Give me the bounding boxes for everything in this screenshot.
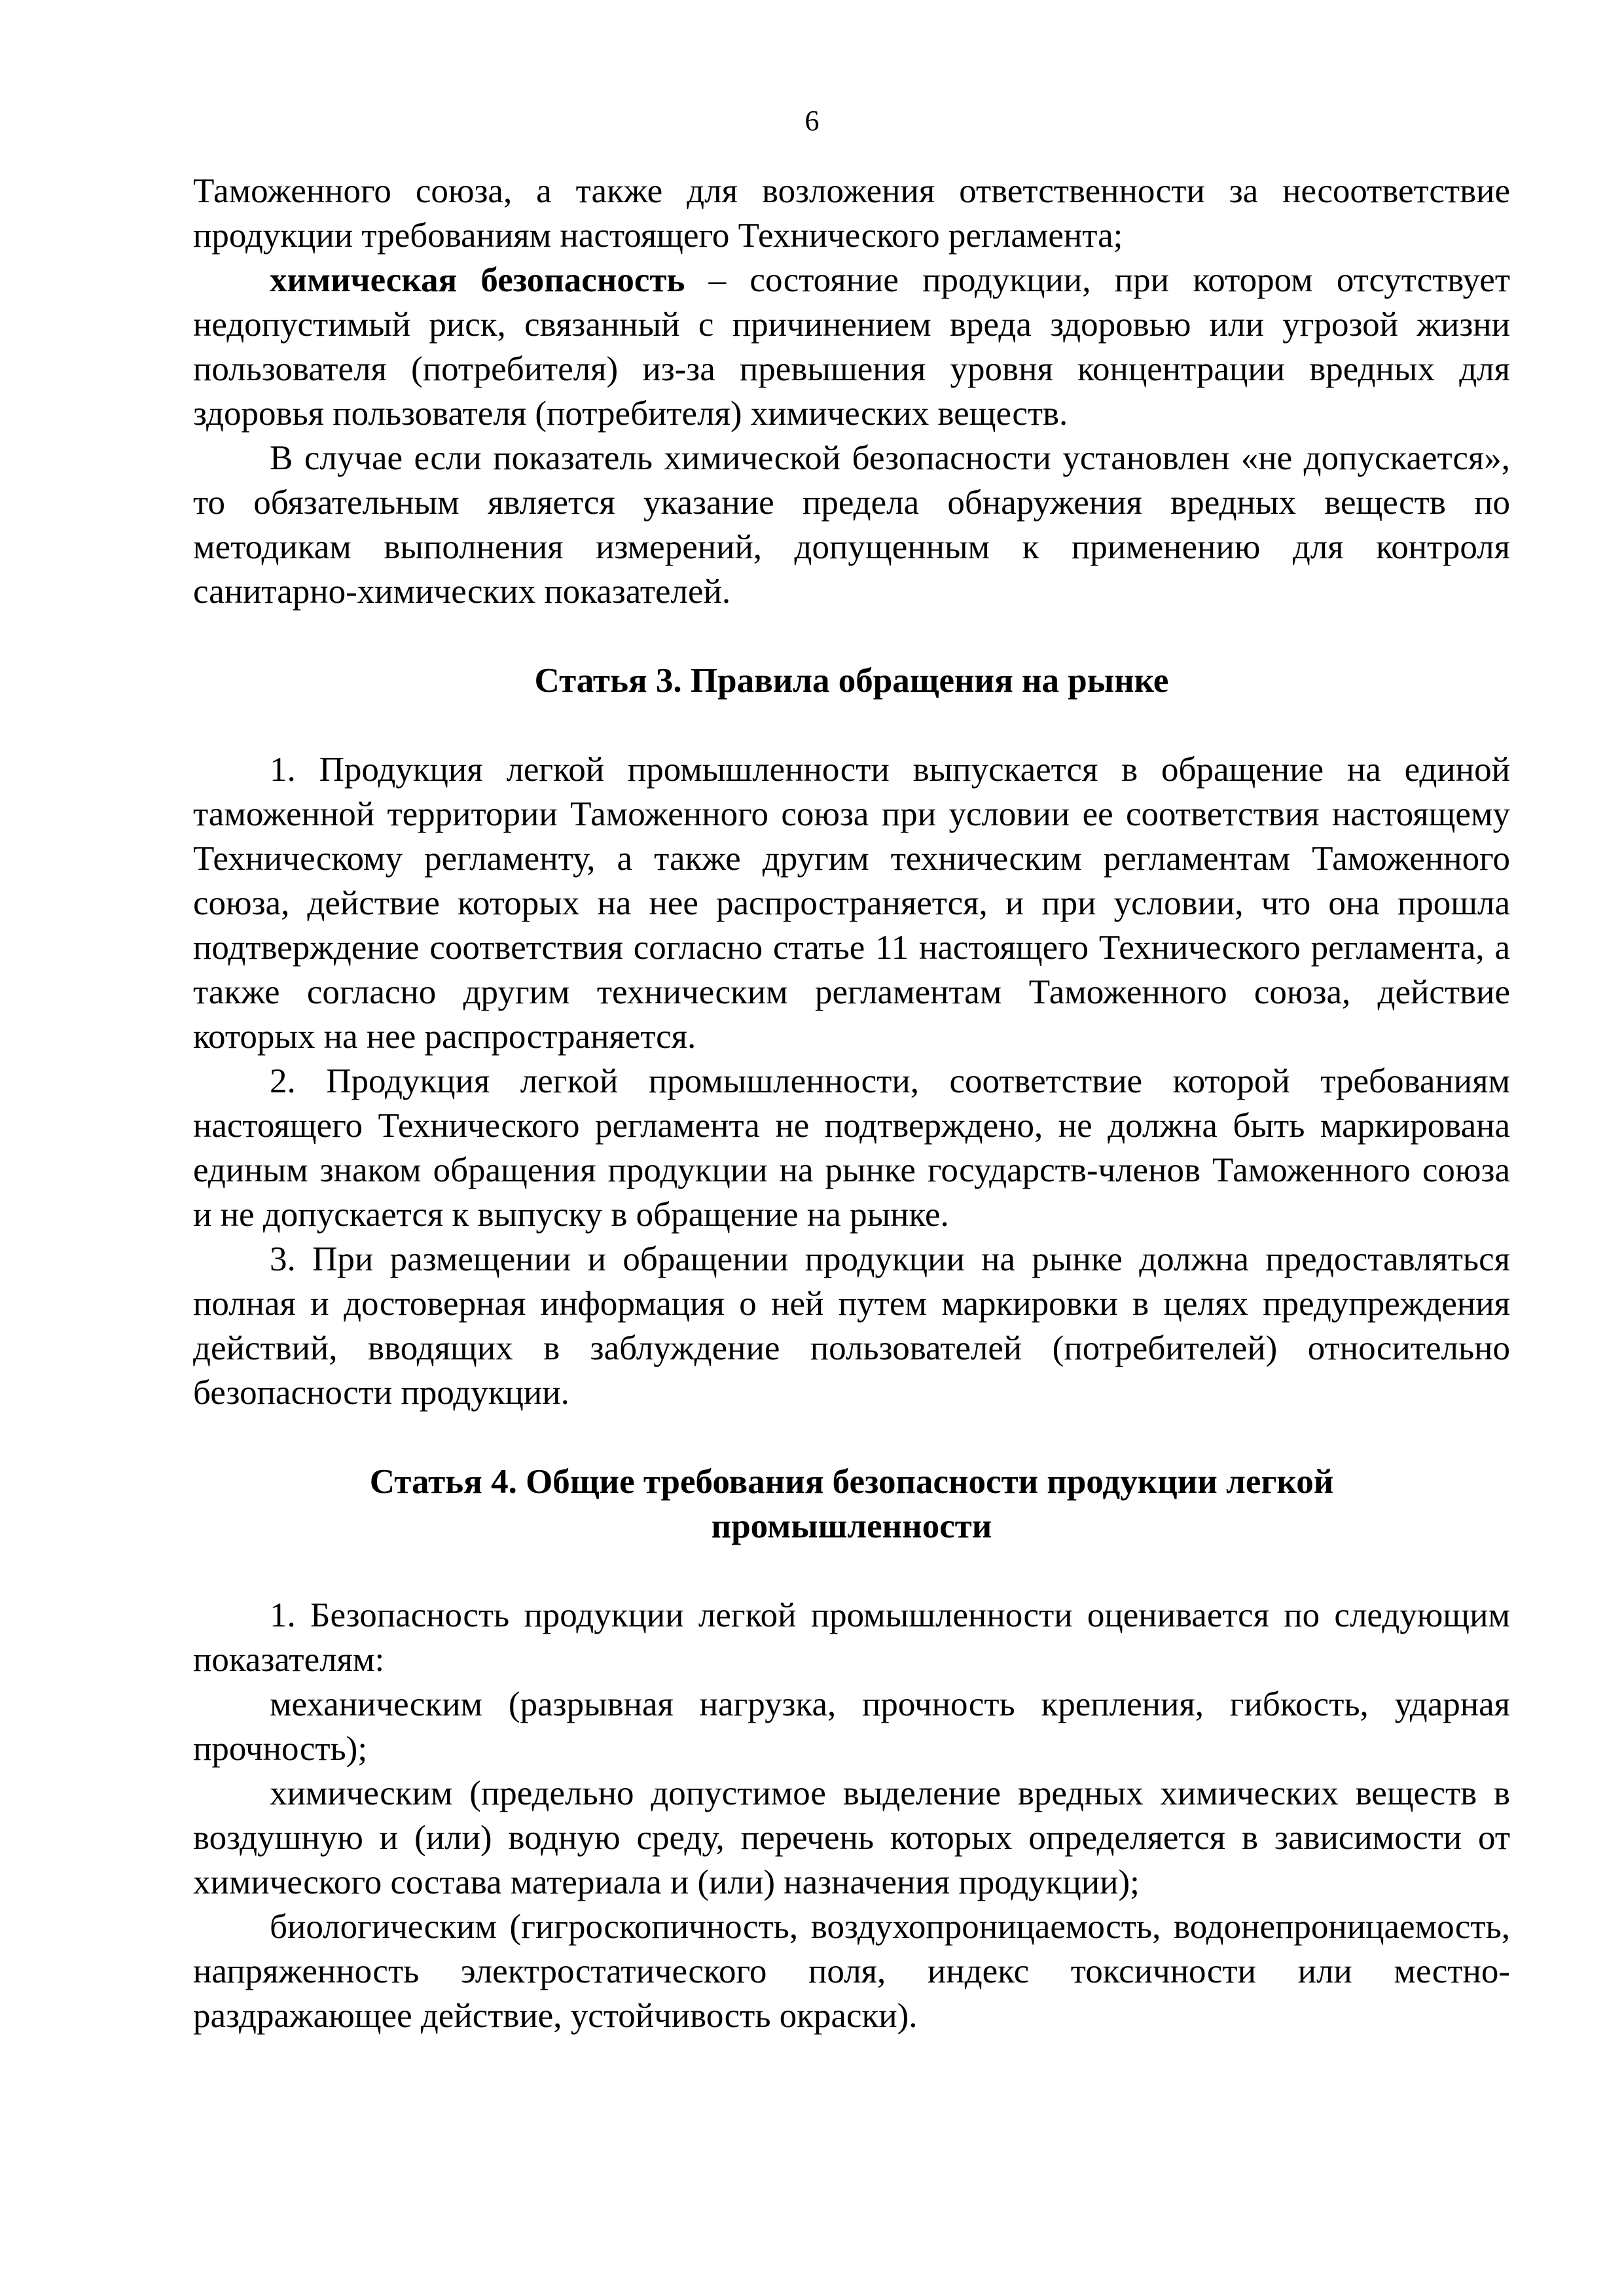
page-number: 6 bbox=[804, 105, 820, 137]
article-4-mechanical-indicators: механическим (разрывная нагрузка, прочность крепления, гибкость, ударная прочность); bbox=[193, 1685, 1510, 1768]
article-4-biological-indicators: биологическим (гигроскопичность, воздухопроницаемость, водонепроницаемость, напряженность электростатического поля, индекс токсичности или местно-раздражающее действие, устойчивость окраски). bbox=[193, 1908, 1510, 2035]
article-4-item-1: 1. Безопасность продукции легкой промышленности оценивается по следующим показателям: bbox=[193, 1596, 1510, 1679]
article-4-heading bbox=[193, 1460, 1510, 1549]
article-3-item-3: 3. При размещении и обращении продукции на рынке должна предоставляться полная и достоверная информация о ней путем маркировки в целях предупреждения действий, вводящих в заблуждение пользователей (потребителей) относительно безопасности продукции. bbox=[193, 1240, 1510, 1412]
paragraph-customs-union-liability: Таможенного союза, а также для возложения ответственности за несоответствие продукции требованиям настоящего Технического регламента; bbox=[193, 172, 1510, 255]
document-body bbox=[193, 169, 1510, 2038]
article-3-item-2: 2. Продукция легкой промышленности, соответствие которой требованиям настоящего Технического регламента не подтверждено, не должна быть маркирована единым знаком обращения продукции на рынке государств-членов Таможенного союза и не допускается к выпуску в обращение на рынке. bbox=[193, 1062, 1510, 1234]
article-4-chemical-indicators: химическим (предельно допустимое выделение вредных химических веществ в воздушную и (или) водную среду, перечень которых определяется в зависимости от химического состава материала и (или) назначения продукции); bbox=[193, 1774, 1510, 1901]
term-chemical-safety: химическая безопасность bbox=[270, 261, 685, 299]
article-3-heading: Статья 3. Правила обращения на рынке bbox=[534, 662, 1169, 700]
paragraph-detection-limit: В случае если показатель химической безопасности установлен «не допускается», то обязательным является указание предела обнаружения вредных веществ по методикам выполнения измерений, допущенным к применению для контроля санитарно-химических показателей. bbox=[193, 439, 1510, 611]
article-4-heading-line-1: Статья 4. Общие требования безопасности продукции легкой bbox=[369, 1463, 1334, 1501]
paragraph-chemical-safety-definition bbox=[193, 258, 1510, 436]
article-3-item-1: 1. Продукция легкой промышленности выпускается в обращение на единой таможенной территории Таможенного союза при условии ее соответствия настоящему Техническому регламенту, а также другим техническим регламентам Таможенного союза, действие которых на нее распространяется, и при условии, что она прошла подтверждение соответствия согласно статье 11 настоящего Технического регламента, а также согласно другим техническим регламентам Таможенного союза, действие которых на нее распространяется. bbox=[193, 751, 1510, 1056]
article-4-heading-line-2: промышленности bbox=[711, 1507, 992, 1545]
definition-text: – состояние продукции, при котором отсутствует недопустимый риск, связанный с причинением вреда здоровью или угрозой жизни пользователя (потребителя) из-за превышения уровня концентрации вредных для здоровья пользователя (потребителя) химических веществ. bbox=[193, 261, 1510, 433]
